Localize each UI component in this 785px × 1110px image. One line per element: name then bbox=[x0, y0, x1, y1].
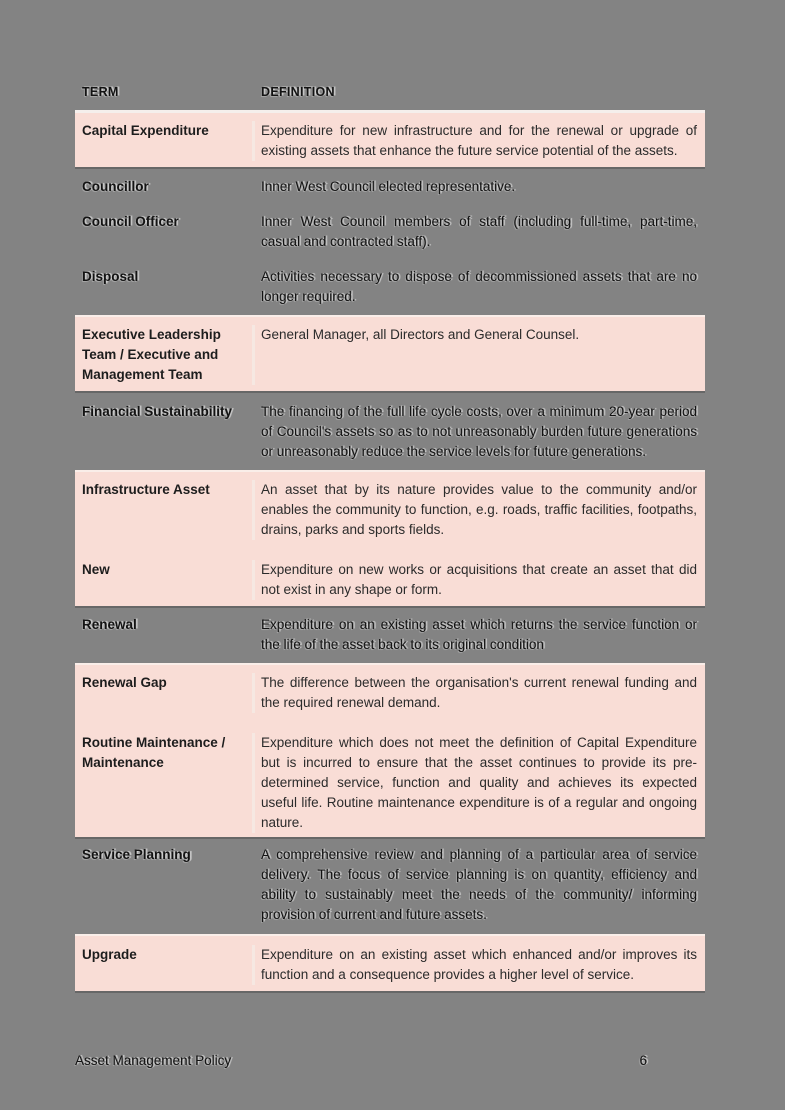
table-row bbox=[75, 725, 705, 837]
definition-cell: Expenditure for new infrastructure and for the renewal or upgrade of existing assets that enhance the future service potential of the assets. bbox=[252, 121, 705, 161]
highlighted-block bbox=[75, 110, 705, 167]
term-cell: Councillor bbox=[82, 179, 149, 194]
plain-block bbox=[75, 391, 705, 470]
table-row bbox=[75, 936, 705, 991]
term-cell: Council Officer bbox=[82, 214, 179, 229]
term-cell: Service Planning bbox=[82, 847, 191, 862]
term-cell: Renewal Gap bbox=[82, 675, 167, 690]
plain-block bbox=[75, 837, 705, 934]
definition-cell: An asset that by its nature provides value to the community and/or enables the community to function, e.g. roads, traffic facilities, footpaths, drains, parks and sports fields. bbox=[252, 480, 705, 540]
page-number: 6 bbox=[639, 1053, 647, 1068]
definition-column-header: DEFINITION bbox=[261, 85, 335, 99]
term-cell: Capital Expenditure bbox=[82, 123, 209, 138]
definition-cell: A comprehensive review and planning of a particular area of service delivery. The focus of service planning is on quantity, efficiency and ability to sustainably meet the needs of the community/ informing provision of current and future assets. bbox=[261, 847, 697, 922]
table-row bbox=[75, 317, 705, 391]
definition-cell: Expenditure which does not meet the definition of Capital Expenditure but is incurred to ensure that the asset continues to provide its pre-determined service, function and quality and achieves its expected useful life. Routine maintenance expenditure is of a regular and ongoing nature. bbox=[252, 733, 705, 833]
term-cell: Upgrade bbox=[82, 947, 137, 962]
table-row bbox=[75, 212, 705, 252]
table-row bbox=[75, 177, 705, 197]
footer-title: Asset Management Policy bbox=[75, 1053, 232, 1068]
plain-block bbox=[75, 167, 705, 315]
highlighted-block bbox=[75, 470, 705, 606]
term-cell: New bbox=[82, 562, 110, 577]
table-row bbox=[75, 402, 705, 462]
definition-cell: Expenditure on an existing asset which returns the service function or the life of the asset back to its original condition bbox=[261, 617, 697, 652]
definition-cell: Expenditure on an existing asset which enhanced and/or improves its function and a consequence provides a higher level of service. bbox=[252, 945, 705, 985]
table-row bbox=[75, 665, 705, 725]
table-row bbox=[75, 552, 705, 606]
definition-cell: General Manager, all Directors and General Counsel. bbox=[252, 325, 705, 385]
glossary-table bbox=[75, 84, 705, 991]
table-row bbox=[75, 267, 705, 307]
table-row bbox=[75, 472, 705, 552]
highlighted-block bbox=[75, 934, 705, 991]
table-row bbox=[75, 845, 705, 925]
term-cell: Infrastructure Asset bbox=[82, 482, 210, 497]
table-header-row bbox=[75, 84, 705, 100]
highlighted-block bbox=[75, 315, 705, 391]
term-cell: Disposal bbox=[82, 269, 139, 284]
table-row bbox=[75, 615, 705, 655]
definition-cell: Inner West Council elected representative. bbox=[261, 179, 516, 194]
highlighted-block bbox=[75, 663, 705, 837]
term-cell: Renewal bbox=[82, 617, 137, 632]
term-column-header: TERM bbox=[82, 85, 119, 99]
term-cell: Routine Maintenance / Maintenance bbox=[82, 735, 226, 770]
definition-cell: The financing of the full life cycle costs, over a minimum 20-year period of Council's assets so as to not unreasonably burden future generations or unreasonably reduce the service levels for future generations. bbox=[261, 404, 697, 459]
page-footer bbox=[75, 1052, 705, 1070]
plain-block bbox=[75, 606, 705, 663]
definition-cell: Inner West Council members of staff (including full-time, part-time, casual and contracted staff). bbox=[261, 214, 697, 249]
definition-cell: Activities necessary to dispose of decommissioned assets that are no longer required. bbox=[261, 269, 697, 304]
term-cell: Financial Sustainability bbox=[82, 404, 233, 419]
definition-cell: Expenditure on new works or acquisitions that create an asset that did not exist in any shape or form. bbox=[252, 560, 705, 600]
term-cell: Executive Leadership Team / Executive and Management Team bbox=[82, 327, 221, 382]
definition-cell: The difference between the organisation's current renewal funding and the required renewal demand. bbox=[252, 673, 705, 713]
table-row bbox=[75, 113, 705, 167]
